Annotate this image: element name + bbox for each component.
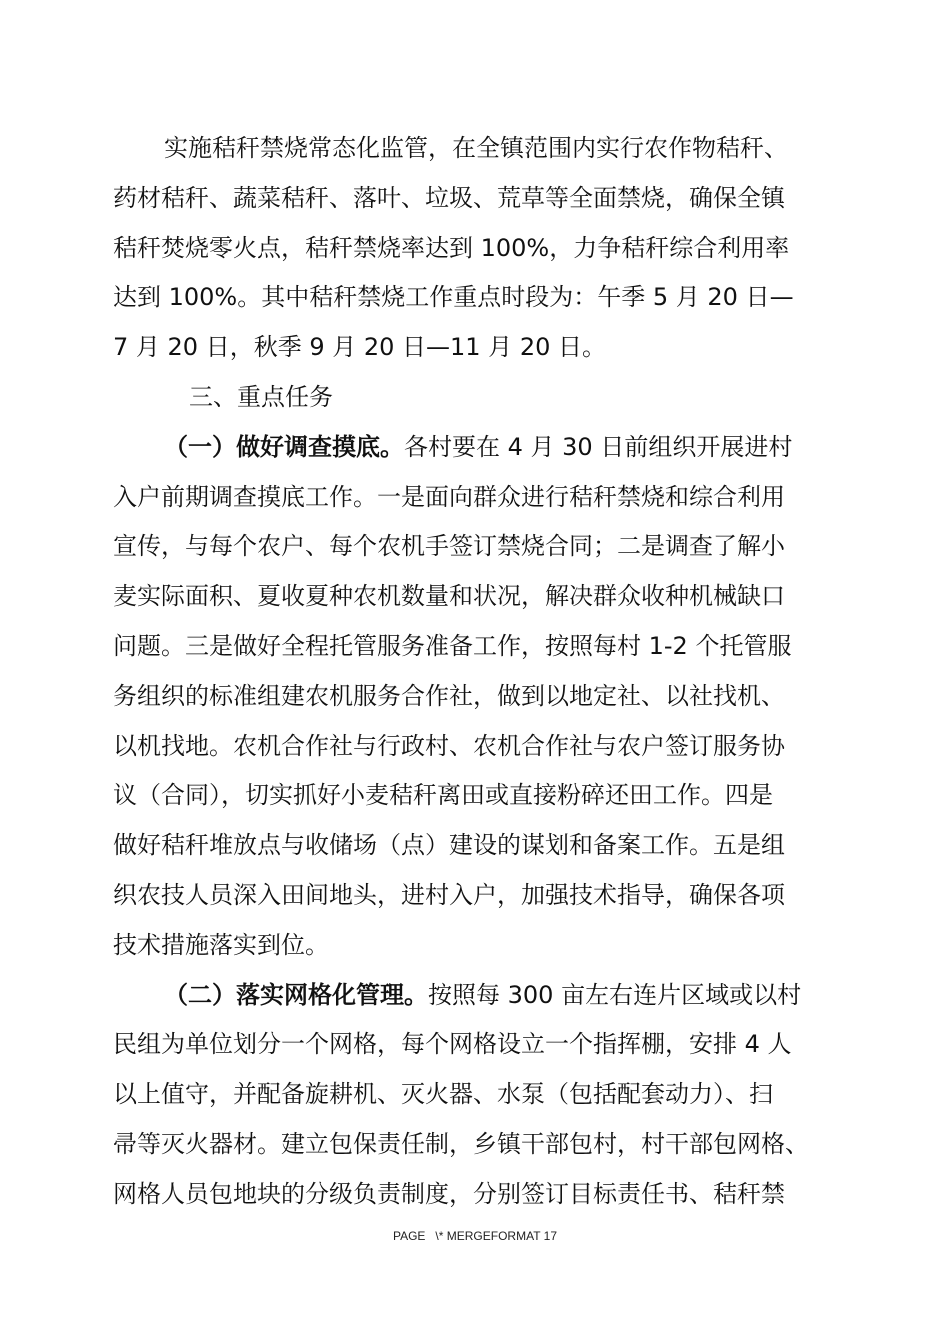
paragraph-line: 织农技人员深入田间地头，进村入户，加强技术指导，确保各项 xyxy=(113,880,785,909)
paragraph-line: 实施秸秆禁烧常态化监管，在全镇范围内实行农作物秸秆、 xyxy=(164,134,788,162)
paragraph-line: 以上值守，并配备旋耕机、灭火器、水泵（包括配套动力）、扫 xyxy=(113,1080,773,1109)
paragraph-text: 按照每 300 亩左右连片区域或以村 xyxy=(428,980,802,1009)
paragraph-line: 秸秆焚烧零火点，秸秆禁烧率达到 100%，力争秸秆综合利用率 xyxy=(113,233,790,262)
paragraph-line: 网格人员包地块的分级负责制度，分别签订目标责任书、秸秆禁 xyxy=(113,1179,785,1208)
document-body xyxy=(113,124,848,1220)
paragraph-line: 做好秸秆堆放点与收储场（点）建设的谋划和备案工作。五是组 xyxy=(113,831,785,860)
paragraph-line: 帚等灭火器材。建立包保责任制，乡镇干部包村，村干部包网格、 xyxy=(113,1129,809,1158)
paragraph-line: 问题。三是做好全程托管服务准备工作，按照每村 1-2 个托管服 xyxy=(113,631,792,660)
paragraph-line: 达到 100%。其中秸秆禁烧工作重点时段为：午季 5 月 20 日— xyxy=(113,283,794,312)
paragraph-line: 入户前期调查摸底工作。一是面向群众进行秸秆禁烧和综合利用 xyxy=(113,482,785,511)
paragraph-line: 7 月 20 日，秋季 9 月 20 日—11 月 20 日。 xyxy=(113,333,606,362)
paragraph-line: 务组织的标准组建农机服务合作社，做到以地定社、以社找机、 xyxy=(113,681,785,710)
subsection-heading: （二）落实网格化管理。 xyxy=(164,980,428,1009)
page-footer: PAGE \* MERGEFORMAT 17 xyxy=(392,1229,558,1243)
paragraph-line: 议（合同），切实抓好小麦秸秆离田或直接粉碎还田工作。四是 xyxy=(113,781,773,810)
paragraph-line xyxy=(113,423,848,473)
section-heading: 三、重点任务 xyxy=(189,382,333,411)
paragraph-line: 技术措施落实到位。 xyxy=(113,930,329,959)
paragraph-text: 各村要在 4 月 30 日前组织开展进村 xyxy=(404,432,793,461)
paragraph-line: 宣传，与每个农户、每个农机手签订禁烧合同；二是调查了解小 xyxy=(113,532,785,561)
paragraph-line: 麦实际面积、夏收夏种农机数量和状况，解决群众收种机械缺口 xyxy=(113,582,785,611)
paragraph-line: 以机找地。农机合作社与行政村、农机合作社与农户签订服务协 xyxy=(113,731,785,760)
subsection-heading: （一）做好调查摸底。 xyxy=(164,432,404,461)
paragraph-line: 民组为单位划分一个网格，每个网格设立一个指挥棚，安排 4 人 xyxy=(113,1030,792,1059)
paragraph-line: 药材秸秆、蔬菜秸秆、落叶、垃圾、荒草等全面禁烧，确保全镇 xyxy=(113,183,785,212)
paragraph-line xyxy=(113,971,848,1021)
